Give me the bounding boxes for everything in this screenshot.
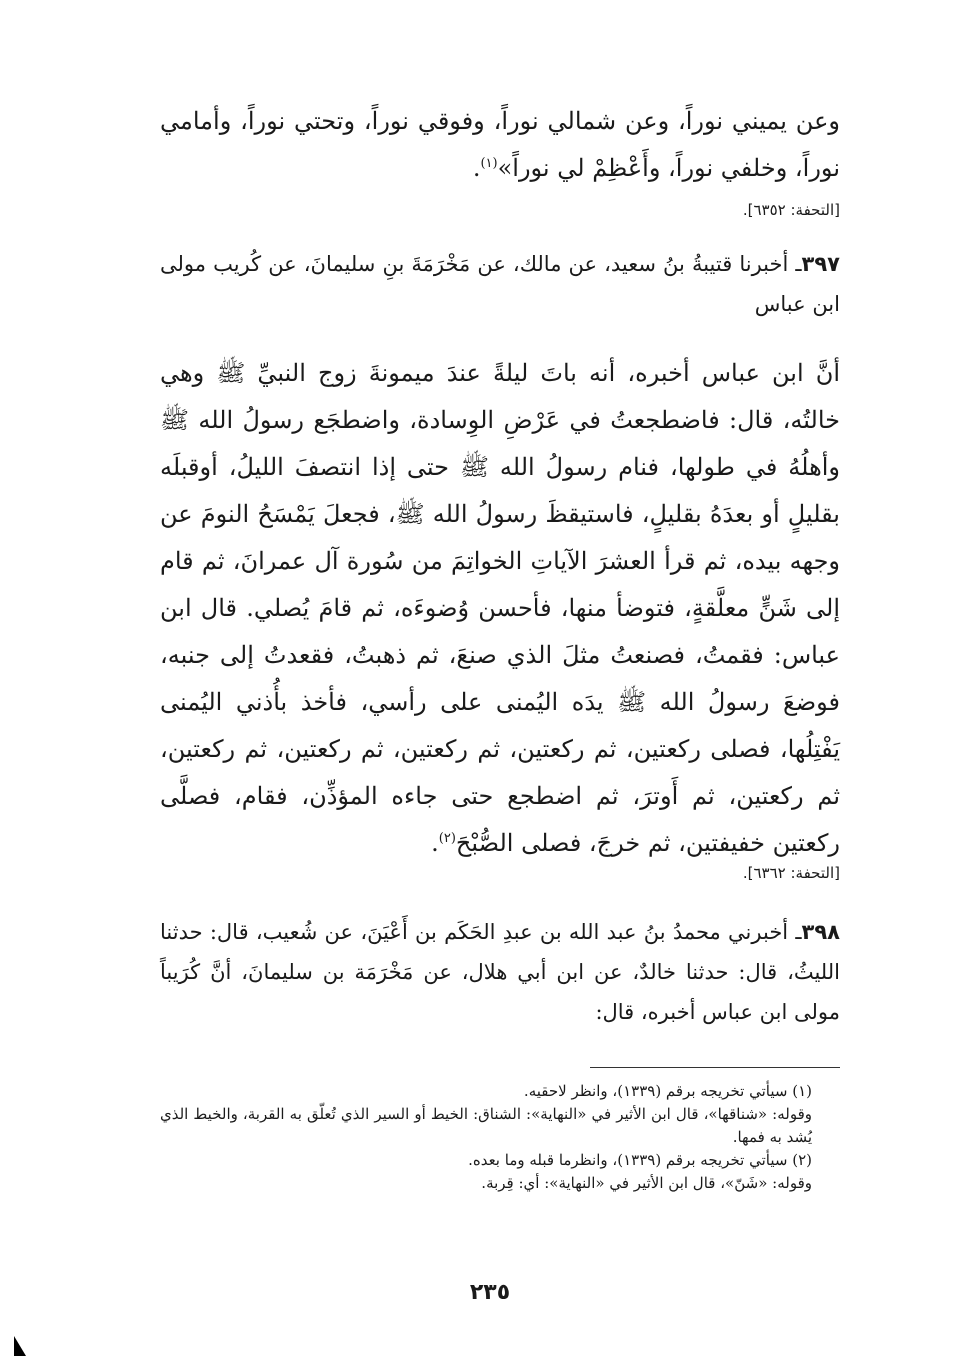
footnote-1: (١) سيأتي تخريجه برقم (١٣٣٩)، وانظر لاحقيه. [523, 1082, 812, 1100]
hadith-number: ٣٩٨ [801, 920, 840, 944]
page-number: ٢٣٥ [469, 1280, 511, 1305]
footnote-ref-1: (١) [480, 156, 498, 171]
footnote-2: (٢) سيأتي تخريجه برقم (١٣٣٩)، وانظرما قبله وما بعده. [468, 1151, 812, 1169]
hadith-number: ٣٩٧ [801, 252, 840, 276]
footnotes [160, 1080, 840, 1195]
isnad-text: ـ أخبرني محمدُ بنُ عبد الله بن عبدِ الحَكَم بن أَعْيَنَ، عن شُعيب، قال: حدثنا الليثُ، قال: حدثنا خالدٌ، عن ابن أبي هلال، عن مَخْرَمَة بن سليمانَ، أنَّ كُرَيباً مولى ابن عباس أخبره، قال: [160, 920, 840, 1024]
continuation-text: وعن يميني نوراً، وعن شمالي نوراً، وفوقي نوراً، وتحتي نوراً، وأمامي نوراً، وخلفي نوراً، وأَعْظِمْ لي نوراً»$^{(١)}$. [160, 107, 840, 182]
corner-triangle-icon [14, 1336, 26, 1356]
tuhfa-reference-1: [التحفة: ٦٣٥٢]. [742, 201, 840, 219]
tuhfa-reference-2: [التحفة: ٦٣٦٢]. [742, 864, 840, 882]
footnote-2-detail: وقوله: «شَنّ»، قال ابن الأثير في «النهاية»: أي: قِربة. [481, 1174, 812, 1192]
continuation-line-1: وعن يميني نوراً، وعن شمالي نوراً، وفوقي نوراً، وتحتي نوراً، وأمامي [160, 107, 840, 135]
footnote-1-detail: وقوله: «شناقها»، قال ابن الأثير في «النهاية»: الشناق: الخيط أو السير الذي تُعلّق به القربة، والخيط الذي يُشد به فمها. [160, 1105, 812, 1146]
isnad-text: ـ أخبرنا قتيبةُ بنُ سعيد، عن مالك، عن مَخْرَمَةَ بنِ سليمانَ، عن كُريب مولى ابن عباس [160, 252, 840, 316]
footnote-separator [590, 1067, 840, 1068]
hadith-397-isnad [160, 244, 840, 324]
hadith-397-matn: أنَّ ابن عباس أخبره، أنه باتَ ليلةً عندَ ميمونةَ زوج النبيِّ ﷺ وهي خالتُه، قال: فاضطجعتُ في عَرْضِ الوِسادة، واضطجَع رسولُ الله ﷺ وأهلُهُ في طولها، فنام رسولُ الله ﷺ حتى إذا انتصفَ الليلُ، أوقبلَه بقليلٍ أو بعدَهُ بقليلٍ، فاستيقظَ رسولُ الله ﷺ، فجعلَ يَمْسَحُ النومَ عن وجهه بيده، ثم قرأ العشرَ الآياتِ الخواتِمَ من سُورة آل عمرانَ، ثم قام إلى شَنٍّ معلَّقةٍ، فتوضأ منها، فأحسن وُضوءَه، ثم قامَ يُصلي. قال ابن عباس: فقمتُ، فصنعتُ مثلَ الذي صنعَ، ثم ذهبتُ، فقعدتُ إلى جنبه، فوضعَ رسولُ الله ﷺ يدَه اليُمنى على رأسي، فأخذ بأُذني اليُمنى يَفْتِلُها، فصلى ركعتين، ثم ركعتين، ثم ركعتين، ثم ركعتين، ثم ركعتين، ثم ركعتين، ثم أَوترَ، ثم اضطجع حتى جاءه المؤذِّن، فقام، فصلَّى ركعتين خفيفتين، ثم خرجَ، فصلى الصُّبْحَ$^{(٢)}$. [160, 359, 840, 857]
matn-text: أنَّ ابن عباس أخبره، أنه باتَ ليلةً عندَ ميمونةَ زوج النبيِّ ﷺ وهي خالتُه، قال: فاضطجعتُ في عَرْضِ الوِسادة، واضطجَع رسولُ الله ﷺ وأهلُهُ في طولها، فنام رسولُ الله ﷺ حتى إذا انتصفَ الليلُ، أوقبلَه بقليلٍ أو بعدَهُ بقليلٍ، فاستيقظَ رسولُ الله ﷺ، فجعلَ يَمْسَحُ النومَ عن وجهه بيده، ثم قرأ العشرَ الآياتِ الخواتِمَ من سُورة آل عمرانَ، ثم قام إلى شَنٍّ معلَّقةٍ، فتوضأ منها، فأحسن وُضوءَه، ثم قامَ يُصلي. قال ابن عباس: فقمتُ، فصنعتُ مثلَ الذي صنعَ، ثم ذهبتُ، فقعدتُ إلى جنبه، فوضعَ رسولُ الله ﷺ يدَه اليُمنى على رأسي، فأخذ بأُذني اليُمنى يَفْتِلُها، فصلى ركعتين، ثم ركعتين، ثم ركعتين، ثم ركعتين، ثم ركعتين، ثم ركعتين، ثم أَوترَ، ثم اضطجع حتى جاءه المؤذِّن، فقام، فصلَّى ركعتين خفيفتين، ثم خرجَ، فصلى الصُّبْحَ [160, 359, 840, 857]
continuation-line-2: نوراً، وخلفي نوراً، وأَعْظِمْ لي نوراً» [497, 154, 840, 182]
footnote-ref-2: (٢) [438, 831, 456, 846]
hadith-398-isnad [160, 912, 840, 1032]
